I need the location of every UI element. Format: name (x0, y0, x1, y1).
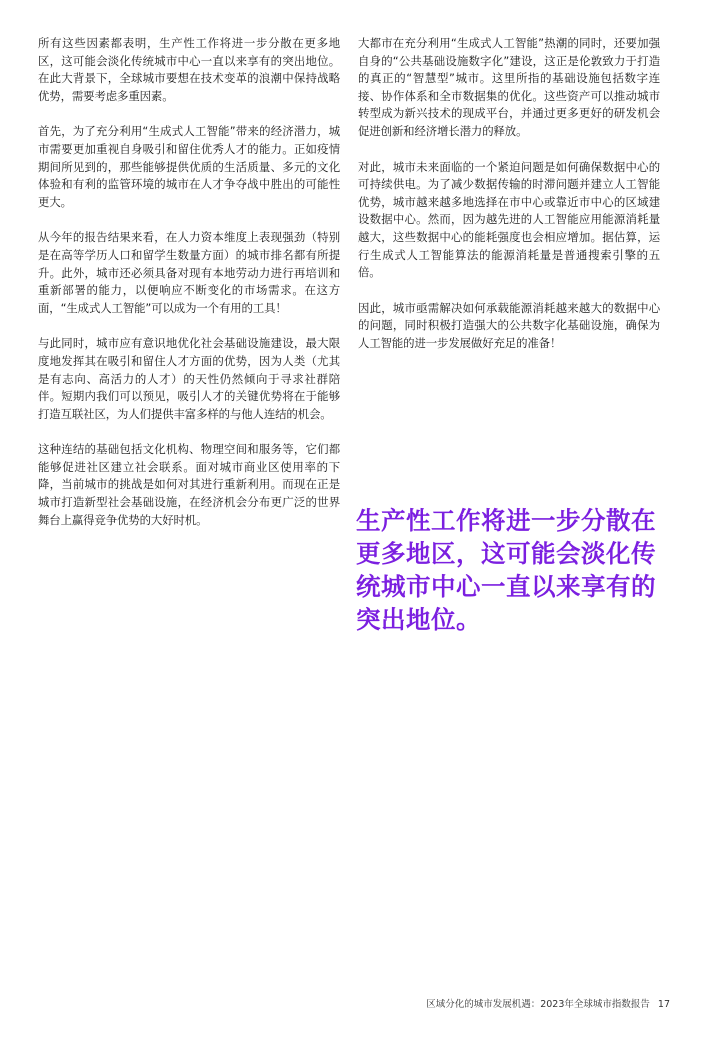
body-paragraph: 对此，城市未来面临的一个紧迫问题是如何确保数据中心的可持续供电。为了减少数据传输的时滞问题并建立人工智能优势，城市越来越多地选择在市中心或靠近市中心的区域建设数据中心。然而，因为越先进的人工智能应用能源消耗量越大，这些数据中心的能耗强度也会相应增加。据估算，运行生成式人工智能算法的能源消耗量是普通搜索引擎的五倍。 (358, 159, 660, 280)
left-column (38, 35, 340, 547)
pull-quote: 生产性工作将进一步分散在更多地区，这可能会淡化传统城市中心一直以来享有的突出地位。 (356, 506, 656, 634)
body-paragraph: 所有这些因素都表明，生产性工作将进一步分散在更多地区，这可能会淡化传统城市中心一直以来享有的突出地位。在此大背景下，全球城市要想在技术变革的浪潮中保持战略优势，需要考虑多重因素。 (38, 36, 340, 103)
footer-report-title: 区域分化的城市发展机遇：2023年全球城市指数报告 (426, 999, 650, 1010)
body-paragraph: 从今年的报告结果来看，在人力资本维度上表现强劲（特别是在高等学历人口和留学生数量方面）的城市排名都有所提升。此外，城市还必须具备对现有本地劳动力进行再培训和重新部署的能力，以便响应不断变化的市场需求。在这方面，“生成式人工智能”可以成为一个有用的工具！ (38, 230, 340, 315)
body-paragraph: 这种连结的基础包括文化机构、物理空间和服务等，它们都能够促进社区建立社会联系。面对城市商业区使用率的下降，当前城市的挑战是如何对其进行重新利用。而现在正是城市打造新型社会基础设施，在经济机会分布更广泛的世界舞台上赢得竞争优势的大好时机。 (38, 442, 340, 527)
body-paragraph: 因此，城市亟需解决如何承载能源消耗越来越大的数据中心的问题，同时积极打造强大的公共数字化基础设施，确保为人工智能的进一步发展做好充足的准备！ (358, 300, 660, 350)
page-number: 17 (657, 999, 670, 1010)
body-paragraph: 首先，为了充分利用“生成式人工智能”带来的经济潜力，城市需要更加重视自身吸引和留住优秀人才的能力。正如疫情期间所见到的，那些能够提供优质的生活质量、多元的文化体验和有利的监管环境的城市在人才争夺战中胜出的可能性更大。 (38, 124, 340, 209)
right-column (358, 35, 660, 371)
body-paragraph: 大都市在充分利用“生成式人工智能”热潮的同时，还要加强自身的“公共基础设施数字化”建设，这正是伦敦致力于打造的真正的“智慧型”城市。这里所指的基础设施包括数字连接、协作体系和全市数据集的优化。这些资产可以推动城市转型成为新兴技术的现成平台，并通过更多更好的研发机会促进创新和经济增长潜力的释放。 (358, 36, 660, 138)
page-footer (426, 996, 670, 1010)
body-paragraph: 与此同时，城市应有意识地优化社会基础设施建设，最大限度地发挥其在吸引和留住人才方面的优势，因为人类（尤其是有志向、高活力的人才）的天性仍然倾向于寻求社群陪伴。短期内我们可以预见，吸引人才的关键优势将在于能够打造互联社区，为人们提供丰富多样的与他人连结的机会。 (38, 336, 340, 421)
